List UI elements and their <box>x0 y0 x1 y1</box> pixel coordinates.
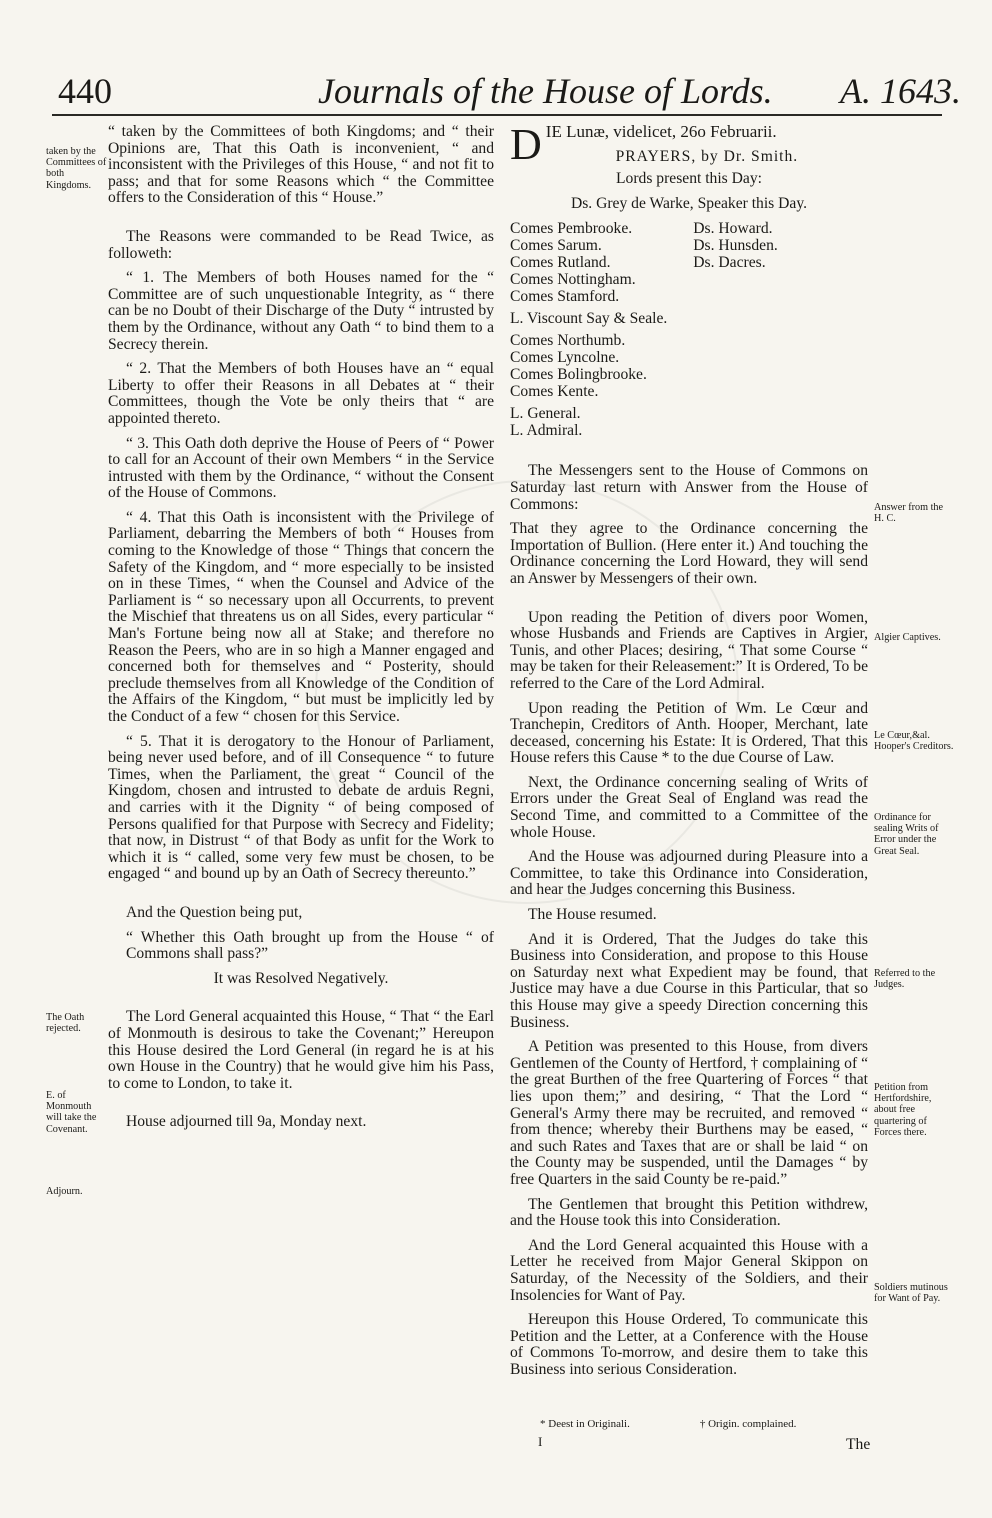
lord-entry: Comes Pembrooke. <box>510 220 633 238</box>
footnote-1: * Deest in Originali. <box>540 1418 630 1430</box>
margin-note-monmouth: E. of Monmouth will take the Covenant. <box>46 1090 97 1135</box>
lords-list-col2 <box>693 220 777 439</box>
margin-note-answer: Answer from the H. C. <box>874 502 944 525</box>
margin-note-committees: taken by the Committees of both Kingdoms. <box>46 146 107 191</box>
right-column <box>510 120 868 1386</box>
paragraph-hertford-petition: A Petition was presented to this House, from divers Gentlemen of the County of Hertford, † complaining of “ the great Burthen of the free Quartering of Forces “ that lies upon them;” and desiring, “ That the Lord “ General's Army there may be recruited, and removed “ from thence; whereby their Burthens may be eased, “ and such Rates and Taxes that are or shall be laid “ on the County may be suspended, until the Damages “ by free Quarters in the said County be re-paid.” <box>510 1038 868 1188</box>
speaker-line: Ds. Grey de Warke, Speaker this Day. <box>570 194 808 212</box>
paragraph-committees-opinion: “ taken by the Committees of both Kingdoms; and “ their Opinions are, That this Oath is inconvenient, “ and inconsistent with the Privileges of this House, “ and not fit to pass; and that for some Reasons which “ the Committee offers to the Consideration of this “ House.” <box>108 123 494 207</box>
lords-present-heading: Lords present this Day: <box>616 170 762 188</box>
paragraph-algier-captives: Upon reading the Petition of divers poor Women, whose Husbands and Friends are Captives in Argier, Tunis, and other Places; desiring, “ That some Course “ may be taken for their Releasement:” It is Ordered, To be referred to the Care of the Lord Admiral. <box>510 608 868 692</box>
paragraph-answer: The Messengers sent to the House of Commons on Saturday last return with Answer from the House of Commons: <box>510 462 868 513</box>
paragraph-skippon: And the Lord General acquainted this House with a Letter he received from Major General Skippon on Saturday, of the Necessity of the Soldiers, and their Insolencies for Want of Pay. <box>510 1236 868 1304</box>
lord-entry: Comes Bolingbrooke. <box>510 366 647 384</box>
lord-entry: Ds. Howard. <box>693 220 773 238</box>
margin-note-oath-rejected: The Oath rejected. <box>46 1012 85 1035</box>
lord-entry: L. Admiral. <box>510 422 583 440</box>
lord-entry: Comes Rutland. <box>510 254 611 272</box>
lord-entry: L. General. <box>510 405 581 423</box>
question-text: “ Whether this Oath brought up from the House “ of Commons shall pass?” <box>126 928 494 963</box>
margin-note-ordinance: Ordinance for sealing Writs of Error under the Great Seal. <box>874 812 939 857</box>
lords-present-list <box>510 220 868 439</box>
lord-entry: L. Viscount Say & Seale. <box>510 310 668 328</box>
left-column <box>108 124 494 1139</box>
paragraph-committee: And the House was adjourned during Pleasure into a Committee, to take this Ordinance into Consideration, and hear the Judges concerning this Business. <box>510 848 868 899</box>
paragraph-le-coeur: Upon reading the Petition of Wm. Le Cœur and Tranchepin, Creditors of Anth. Hooper, Merchant, late deceased, concerning his Estate: It is Ordered, That this House refers this Cause * to the due Course of Law. <box>510 699 868 767</box>
paragraph-resumed: The House resumed. <box>528 906 657 924</box>
paragraph-judges: And it is Ordered, That the Judges do take this Business into Consideration, and propose to this House on Saturday next what Expedient may be found, that Justice may have a due Course in this Particular, that so this House may give a speedy Direction concerning this Business. <box>510 930 868 1031</box>
lord-entry: Comes Northumb. <box>510 332 626 350</box>
reason-2: “ 2. That the Members of both Houses have an “ equal Liberty to offer their Reasons in all Debates at “ their Committees, though the Vote be only theirs that “ are appointed thereto. <box>108 360 494 427</box>
running-year: A. 1643. <box>840 71 961 111</box>
question-intro: And the Question being put, <box>126 903 303 921</box>
running-title: Journals of the House of Lords. <box>318 71 773 111</box>
paragraph-answer-detail: That they agree to the Ordinance concerning the Importation of Bullion. (Here enter it.) And touching the Ordinance concerning the Lord Howard, they will send an Answer by Messengers of their own. <box>510 520 868 587</box>
footnote-2: † Origin. complained. <box>699 1418 797 1430</box>
footnotes <box>540 1418 796 1430</box>
reason-1: “ 1. The Members of both Houses named for the “ Committee are of such unquestionable Integrity, as “ there can be no Doubt of their Discharge of the Duty “ intrusted by them by the Ordinance, without any Oath “ to bind them to a Secrecy therein. <box>108 269 494 353</box>
lords-list-col1 <box>510 220 667 439</box>
paragraph-ordinance-writs: Next, the Ordinance concerning sealing of Writs of Errors under the Great Seal of England was read the Second Time, and committed to a Committee of the whole House. <box>510 773 868 841</box>
lord-entry: Comes Stamford. <box>510 288 620 306</box>
drop-cap: D <box>510 120 542 169</box>
margin-note-adjourn: Adjourn. <box>46 1186 83 1197</box>
paragraph-withdrew: The Gentlemen that brought this Petition withdrew, and the House took this into Consideration. <box>510 1195 868 1230</box>
day-heading-text: IE Lunæ, videlicet, 26o Februarii. <box>545 122 777 141</box>
question-result: It was Resolved Negatively. <box>213 969 389 987</box>
prayers-line: PRAYERS, by Dr. Smith. <box>615 147 799 165</box>
margin-note-soldiers: Soldiers mutinous for Want of Pay. <box>874 1282 948 1305</box>
lord-entry: Comes Kente. <box>510 383 599 401</box>
reason-4: “ 4. That this Oath is inconsistent with the Privilege of Parliament, debarring the Members of both “ Houses from coming to the Knowledge of those “ Things that concern the Safety of the Kingdom, and “ more especially to be insisted on in these Times, “ when the Counsel and Advice of the Parliament is “ so necessary upon all Occurrents, to prevent the Mischief that threatens us on all Sides, every particular “ Man's Fortune being now all at Stake; and therefore no Reason the Peers, who are in so high a Manner engaged and concerned both for themselves and “ Posterity, should preclude themselves from all Knowledge of the Condition of the Affairs of the Kingdom, “ but must be implicitly led by the Conduct of a few “ chosen for this Service. <box>108 508 494 725</box>
lord-entry: Ds. Dacres. <box>693 254 766 272</box>
signature-mark: I <box>538 1434 543 1449</box>
reason-5: “ 5. That it is derogatory to the Honour of Parliament, being never used before, and of ill Consequence “ to future Times, when the Parliament, the great “ Council of the Kingdom, chosen and intrusted to debate de arduis Regni, and carries with it the Dignity “ of being composed of Persons qualified for that Purpose with Secrecy and Fidelity; that now, in Distrust “ of that Body as unfit for the Work to which it is “ called, some very few must be chosen, to be engaged “ and bound up by an Oath of Secrecy thereunto.” <box>108 732 494 883</box>
header-rule <box>52 114 942 116</box>
catchword: The <box>846 1436 871 1453</box>
paragraph-conference: Hereupon this House Ordered, To communicate this Petition and the Letter, at a Conference with the House of Commons To-morrow, and desire them to take this Business into serious Consideration. <box>510 1311 868 1378</box>
margin-note-le-coeur: Le Cœur,&al. Hooper's Creditors. <box>874 730 954 753</box>
lord-entry: Ds. Hunsden. <box>693 237 778 255</box>
reason-3: “ 3. This Oath doth deprive the House of Peers of “ Power to call for an Account of their own Members “ in the Service intrusted with them by the Ordinance, “ without the Consent of the House of Commons. <box>108 434 494 502</box>
margin-note-hertford: Petition from Hertfordshire, about free quartering of Forces there. <box>874 1082 932 1138</box>
margin-note-judges: Referred to the Judges. <box>874 968 936 991</box>
lord-entry: Comes Sarum. <box>510 237 602 255</box>
margin-note-algier: Algier Captives. <box>874 632 941 643</box>
paragraph-monmouth: The Lord General acquainted this House, “ That “ the Earl of Monmouth is desirous to take the Covenant;” Hereupon this House desired the Lord General (in regard he is at his own House in the Country) that he would give him his Pass, to come to London, to take it. <box>108 1008 494 1092</box>
lord-entry: Comes Nottingham. <box>510 271 636 289</box>
paragraph-adjourned: House adjourned till 9a, Monday next. <box>126 1113 367 1131</box>
paragraph-reasons-intro: The Reasons were commanded to be Read Twice, as followeth: <box>108 227 494 262</box>
page-number: 440 <box>58 71 112 111</box>
lord-entry: Comes Lyncolne. <box>510 349 620 367</box>
